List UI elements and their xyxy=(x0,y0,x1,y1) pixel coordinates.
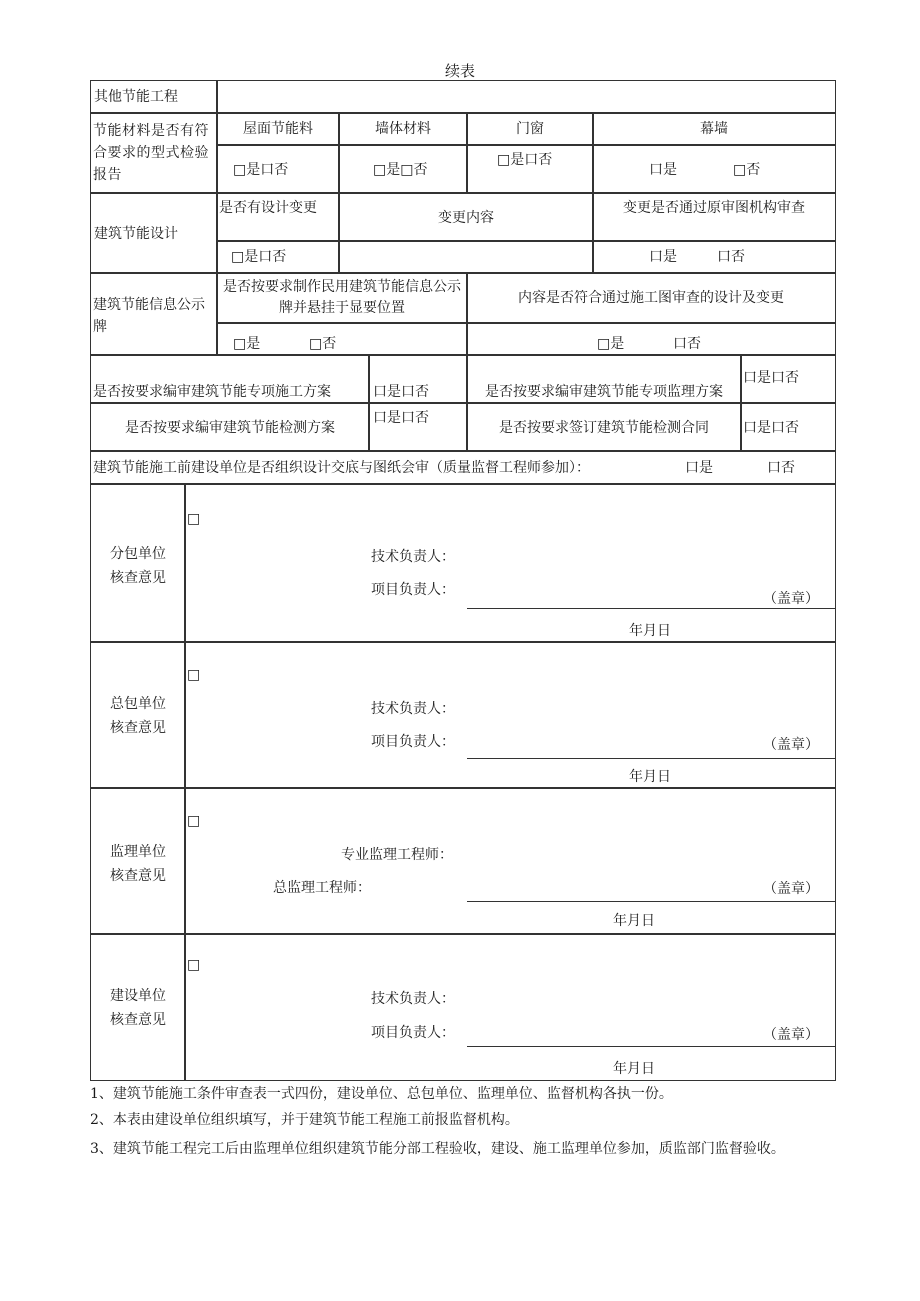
design-q2: 变更内容 xyxy=(438,210,494,226)
page-title: 续表 xyxy=(444,62,475,80)
design-review-yes[interactable]: 口是 xyxy=(649,249,677,265)
info-label: 建筑节能信息公示牌 xyxy=(93,297,205,335)
plan-construction-cell xyxy=(90,354,370,404)
general-contractor-project-lead: 项目负责人： xyxy=(371,734,455,750)
general-contractor-opinion-checkbox[interactable]: □ xyxy=(187,667,201,683)
general-contractor-seal: （盖章） xyxy=(763,737,819,753)
supervisor-date: 年月日 xyxy=(613,913,655,929)
info-opts1-cell[interactable] xyxy=(216,322,468,356)
briefing-question: 建筑节能施工前建设单位是否组织设计交底与图纸会审（质量监督工程师参加）： xyxy=(93,460,590,476)
briefing-yes[interactable]: 口是 xyxy=(685,460,713,476)
info-board-no[interactable]: □否 xyxy=(309,336,337,352)
owner-label-line1: 建设单位 xyxy=(110,988,166,1004)
plan-construction-checkbox[interactable]: 口是口否 xyxy=(373,384,429,400)
info-q1-cell xyxy=(216,272,468,324)
design-review-no[interactable]: 口否 xyxy=(717,249,745,265)
materials-window-checkbox[interactable]: □是口否 xyxy=(497,152,553,168)
materials-window-title: 门窗 xyxy=(516,121,544,137)
owner-seal: （盖章） xyxy=(763,1027,819,1043)
plan-contract-opts-cell[interactable] xyxy=(740,402,836,452)
owner-signature-line[interactable] xyxy=(467,1046,835,1047)
subcontractor-tech-lead: 技术负责人： xyxy=(371,549,455,565)
subcontractor-opinion-checkbox[interactable]: □ xyxy=(187,511,201,527)
materials-curtain-options[interactable] xyxy=(592,144,836,194)
other-project-label: 其他节能工程 xyxy=(94,89,178,105)
info-q1: 是否按要求制作民用建筑节能信息公示牌并悬挂于显要位置 xyxy=(223,279,461,316)
supervisor-label-line1: 监理单位 xyxy=(110,844,166,860)
other-project-value-cell[interactable] xyxy=(216,80,836,114)
subcontractor-project-lead: 项目负责人： xyxy=(371,582,455,598)
materials-curtain-yes[interactable]: 口是 xyxy=(649,162,677,178)
materials-roof-options[interactable] xyxy=(216,144,340,194)
supervisor-opinion-checkbox[interactable]: □ xyxy=(187,813,201,829)
plan-testing-question: 是否按要求编审建筑节能检测方案 xyxy=(125,420,335,436)
supervisor-seal: （盖章） xyxy=(763,881,819,897)
note-1: 1、建筑节能施工条件审查表一式四份，建设单位、总包单位、监理单位、监督机构各执一份。 xyxy=(90,1086,673,1102)
subcontractor-opinion-cell xyxy=(184,483,836,643)
subcontractor-label-cell xyxy=(90,483,186,643)
owner-tech-lead: 技术负责人： xyxy=(371,991,455,1007)
plan-construction-opts-cell[interactable] xyxy=(368,354,468,404)
owner-label-line2: 核查意见 xyxy=(110,1012,166,1028)
supervisor-signature-line[interactable] xyxy=(467,901,835,902)
materials-curtain-title: 幕墙 xyxy=(700,121,728,137)
info-content-yes[interactable]: □是 xyxy=(597,336,625,352)
plan-contract-cell xyxy=(466,402,742,452)
design-q1: 是否有设计变更 xyxy=(219,200,317,216)
subcontractor-label-line1: 分包单位 xyxy=(110,546,166,562)
materials-wall-header xyxy=(338,112,468,146)
general-contractor-label-line1: 总包单位 xyxy=(110,696,166,712)
plan-testing-opts-cell[interactable] xyxy=(368,402,468,452)
general-contractor-opinion-cell xyxy=(184,641,836,789)
design-q2-cell xyxy=(338,192,594,242)
supervisor-opinion-cell xyxy=(184,787,836,935)
briefing-no[interactable]: 口否 xyxy=(767,460,795,476)
subcontractor-date: 年月日 xyxy=(629,623,671,639)
plan-testing-checkbox[interactable]: 口是口否 xyxy=(373,410,429,426)
general-contractor-date: 年月日 xyxy=(629,769,671,785)
subcontractor-seal: （盖章） xyxy=(763,591,819,607)
plan-contract-question: 是否按要求签订建筑节能检测合同 xyxy=(499,420,709,436)
plan-supervision-checkbox[interactable]: 口是口否 xyxy=(743,370,799,386)
plan-supervision-opts-cell[interactable] xyxy=(740,354,836,404)
materials-window-header xyxy=(466,112,594,146)
plan-contract-checkbox[interactable]: 口是口否 xyxy=(743,420,799,436)
subcontractor-label-line2: 核查意见 xyxy=(110,570,166,586)
other-project-label-cell xyxy=(90,80,218,114)
supervisor-chief-engineer: 总监理工程师： xyxy=(273,880,371,896)
supervisor-professional-engineer: 专业监理工程师： xyxy=(341,847,453,863)
design-change-content-cell[interactable] xyxy=(338,240,594,274)
plan-supervision-cell xyxy=(466,354,742,404)
design-label: 建筑节能设计 xyxy=(94,226,178,242)
general-contractor-tech-lead: 技术负责人： xyxy=(371,701,455,717)
info-board-yes[interactable]: □是 xyxy=(233,336,261,352)
design-label-cell xyxy=(90,192,218,274)
plan-supervision-question: 是否按要求编审建筑节能专项监理方案 xyxy=(485,384,723,400)
general-contractor-label-cell xyxy=(90,641,186,789)
materials-curtain-no[interactable]: □否 xyxy=(733,162,761,178)
design-q3-cell xyxy=(592,192,836,242)
info-content-no[interactable]: 口否 xyxy=(673,336,701,352)
general-contractor-label-line2: 核查意见 xyxy=(110,720,166,736)
design-change-checkbox[interactable]: □是口否 xyxy=(231,249,287,265)
supervisor-label-line2: 核查意见 xyxy=(110,868,166,884)
briefing-row xyxy=(90,450,836,485)
materials-wall-options[interactable] xyxy=(338,144,468,194)
materials-roof-checkbox[interactable]: □是口否 xyxy=(233,162,289,178)
subcontractor-signature-line[interactable] xyxy=(467,608,835,609)
materials-roof-title: 屋面节能料 xyxy=(243,121,313,137)
design-q3: 变更是否通过原审图机构审查 xyxy=(623,200,805,216)
plan-testing-cell xyxy=(90,402,370,452)
design-opts3-cell[interactable] xyxy=(592,240,836,274)
note-2: 2、本表由建设单位组织填写，并于建筑节能工程施工前报监督机构。 xyxy=(90,1112,519,1128)
general-contractor-signature-line[interactable] xyxy=(467,758,835,759)
supervisor-label-cell xyxy=(90,787,186,935)
materials-wall-title: 墙体材料 xyxy=(375,121,431,137)
info-opts2-cell[interactable] xyxy=(466,322,836,356)
materials-label: 节能材料是否有符合要求的型式检验报告 xyxy=(93,123,209,183)
owner-label-cell xyxy=(90,933,186,1081)
design-opts1-cell[interactable] xyxy=(216,240,340,274)
info-label-cell xyxy=(90,272,218,356)
materials-wall-checkbox[interactable]: □是□否 xyxy=(373,162,428,178)
materials-window-options[interactable] xyxy=(466,144,594,194)
materials-roof-header xyxy=(216,112,340,146)
owner-opinion-checkbox[interactable]: □ xyxy=(187,957,201,973)
materials-label-cell xyxy=(90,112,218,194)
note-3: 3、建筑节能工程完工后由监理单位组织建筑节能分部工程验收，建设、施工监理单位参加，质监部门监督验收。 xyxy=(90,1141,785,1157)
design-q1-cell xyxy=(216,192,340,242)
owner-project-lead: 项目负责人： xyxy=(371,1025,455,1041)
info-q2-cell xyxy=(466,272,836,324)
plan-construction-question: 是否按要求编审建筑节能专项施工方案 xyxy=(93,384,331,400)
info-q2: 内容是否符合通过施工图审查的设计及变更 xyxy=(518,290,784,306)
owner-date: 年月日 xyxy=(613,1061,655,1077)
owner-opinion-cell xyxy=(184,933,836,1081)
materials-curtain-header xyxy=(592,112,836,146)
